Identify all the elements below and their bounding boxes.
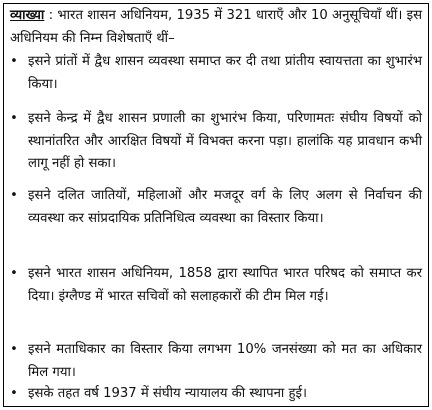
list-item xyxy=(4,185,422,230)
list-item-text: इसके तहत वर्ष 1937 में संघीय न्यायालय की स्थापना हुई। xyxy=(28,386,308,401)
bullet-icon: • xyxy=(10,54,18,69)
bullet-icon: • xyxy=(10,342,18,357)
list-item xyxy=(4,263,422,308)
intro-paragraph xyxy=(10,5,422,50)
list-item-text: इसने मताधिकार का विस्तार किया लगभग 10% जनसंख्या को मत का अधिकार मिल गया। xyxy=(28,342,422,380)
list-item xyxy=(4,51,422,96)
bullet-icon: • xyxy=(10,188,18,203)
list-item xyxy=(4,339,422,384)
list-item-text: इसने दलित जातियों, महिलाओं और मजदूर वर्ग के लिए अलग से निर्वाचन की व्यवस्था कर सांप्रदायिक प्रतिनिधित्व व्यवस्था का विस्तार किया। xyxy=(28,188,422,226)
bullet-icon: • xyxy=(10,266,18,281)
list-item-text: इसने केन्द्र में द्वैध शासन प्रणाली का शुभारंभ किया, परिणामतः संघीय विषयों को स्थानांतरित और आरक्षित विषयों में विभक्त करना पड़ा। हालांकि यह प्रावधान कभी लागू नहीं हो सका। xyxy=(28,111,422,172)
bullet-icon: • xyxy=(10,386,18,401)
term-separator: : xyxy=(44,8,58,23)
intro-text: भारत शासन अधिनियम, 1935 में 321 धाराएँ और 10 अनुसूचियाँ थीं। इस अधिनियम की निम्न विशेषताएँ थीं– xyxy=(10,8,422,46)
bullet-icon: • xyxy=(10,111,18,126)
explanation-box xyxy=(3,3,429,407)
explanation-term: व्याख्या xyxy=(10,8,45,23)
list-item-text: इसने प्रांतों में द्वैध शासन व्यवस्था समाप्त कर दी तथा प्रांतीय स्वायत्तता का शुभारंभ किया। xyxy=(28,54,422,92)
list-item-text: इसने भारत शासन अधिनियम, 1858 द्वारा स्थापित भारत परिषद को समाप्त कर दिया। इंग्लैण्ड में भारत सचिवों को सलाहकारों की टीम मिल गई। xyxy=(28,266,422,304)
list-item xyxy=(4,383,422,406)
list-item xyxy=(4,108,422,176)
